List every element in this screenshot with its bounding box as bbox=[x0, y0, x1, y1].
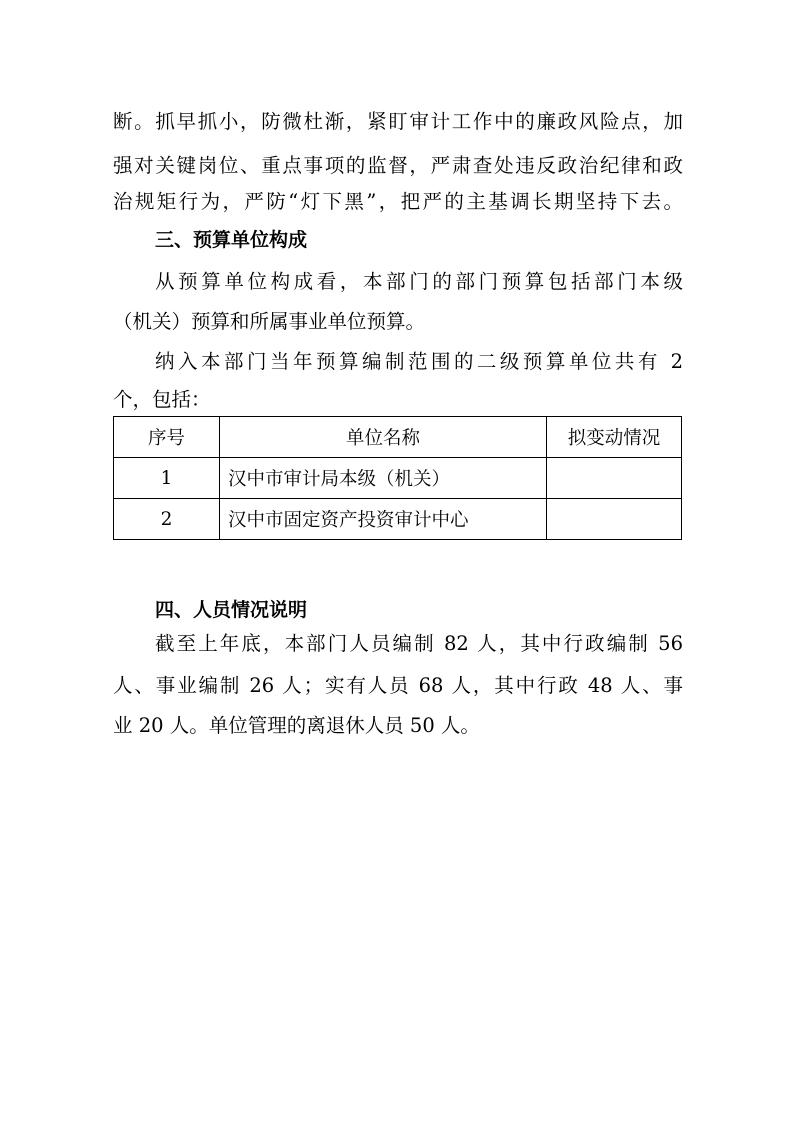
paragraph-line: 从预算单位构成看，本部门的部门预算包括部门本级 bbox=[155, 270, 683, 293]
paragraph-line: 人、事业编制 26 人；实有人员 68 人，其中行政 48 人、事 bbox=[113, 674, 683, 697]
paragraph-line: 业 20 人。单位管理的离退休人员 50 人。 bbox=[113, 714, 480, 737]
paragraph-line: 截至上年底，本部门人员编制 82 人，其中行政编制 56 bbox=[155, 632, 683, 655]
table-row bbox=[114, 499, 682, 540]
table-header-index: 序号 bbox=[114, 417, 220, 458]
table-header-row bbox=[114, 417, 682, 458]
paragraph-line: 强对关键岗位、重点事项的监督，严肃查处违反政治纪律和政 bbox=[113, 154, 683, 177]
table-header-change-status: 拟变动情况 bbox=[547, 417, 682, 458]
section-heading-budget-units: 三、预算单位构成 bbox=[155, 229, 308, 251]
paragraph-line: 断。抓早抓小，防微杜渐，紧盯审计工作中的廉政风险点，加 bbox=[113, 110, 683, 133]
table-cell-index: 2 bbox=[114, 499, 220, 540]
table-cell-change-status bbox=[547, 499, 682, 540]
table-cell-index: 1 bbox=[114, 458, 220, 499]
table-cell-unit-name: 汉中市固定资产投资审计中心 bbox=[220, 499, 547, 540]
paragraph-line: 纳入本部门当年预算编制范围的二级预算单位共有 2 bbox=[155, 350, 683, 373]
paragraph-line: （机关）预算和所属事业单位预算。 bbox=[113, 310, 426, 333]
table-cell-unit-name: 汉中市审计局本级（机关） bbox=[220, 458, 547, 499]
section-heading-staffing: 四、人员情况说明 bbox=[155, 599, 308, 621]
table-cell-change-status bbox=[547, 458, 682, 499]
table-header-unit-name: 单位名称 bbox=[220, 417, 547, 458]
table-row bbox=[114, 458, 682, 499]
paragraph-line: 个，包括： bbox=[113, 388, 211, 411]
budget-units-table bbox=[113, 416, 682, 540]
paragraph-line: 治规矩行为，严防“灯下黑”，把严的主基调长期坚持下去。 bbox=[113, 190, 683, 213]
